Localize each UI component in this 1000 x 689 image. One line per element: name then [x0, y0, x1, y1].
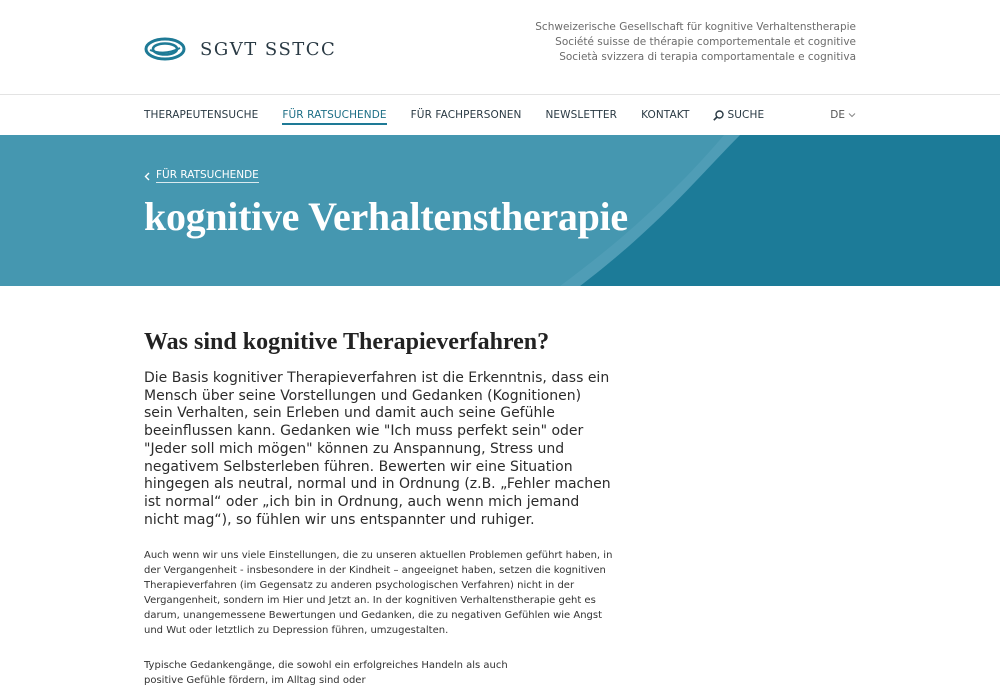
logo-text: SGVT SSTCC	[200, 38, 337, 60]
society-taglines	[535, 20, 856, 65]
nav-item-fuer-ratsuchende[interactable]: FÜR RATSUCHENDE	[282, 95, 386, 135]
tagline-fr: Société suisse de thérapie comportementale et cognitive	[555, 36, 856, 48]
site-logo[interactable]	[144, 36, 336, 62]
nav-item-fuer-fachpersonen[interactable]: FÜR FACHPERSONEN	[410, 109, 522, 121]
nav-item-newsletter[interactable]: NEWSLETTER	[545, 109, 618, 121]
chevron-down-icon	[848, 112, 856, 118]
search-label: SUCHE	[727, 109, 765, 121]
back-link-label: FÜR RATSUCHENDE	[156, 169, 259, 181]
chevron-left-icon	[144, 172, 150, 181]
article-content	[144, 286, 614, 689]
page-title: kognitive Verhaltenstherapie	[144, 194, 628, 239]
logo-rings-icon	[144, 36, 186, 62]
article-paragraph-1: Auch wenn wir uns viele Einstellungen, die zu unseren aktuellen Problemen geführt haben, in der Vergangenheit - insbesondere in der Kindheit – angeeignet haben, setzen die kognitiven Therapieverfahren (im Gegensatz zu anderen psychologischen Verfahren) nicht in der Vergangenheit, sondern im Hier und Jetzt an. In der kognitiven Verhaltenstherapie geht es darum, unangemessene Bewertungen und Gedanken, die zu negativen Gefühlen wie Angst und Wut oder letztlich zu Depression führen, umzugestalten.	[144, 550, 613, 636]
tagline-de: Schweizerische Gesellschaft für kognitive Verhaltenstherapie	[535, 21, 856, 33]
back-link-fuer-ratsuchende[interactable]	[144, 169, 259, 183]
nav-item-therapeutensuche[interactable]: THERAPEUTENSUCHE	[144, 109, 259, 121]
hero-banner	[0, 135, 1000, 286]
main-navigation	[0, 94, 1000, 135]
nav-items	[144, 95, 788, 135]
language-selector[interactable]	[830, 95, 856, 135]
site-header	[0, 0, 1000, 94]
tagline-it: Società svizzera di terapia comportamentale e cognitiva	[559, 51, 856, 63]
article-heading: Was sind kognitive Therapieverfahren?	[144, 329, 550, 355]
search-icon	[713, 110, 724, 121]
article-paragraph-2: Typische Gedankengänge, die sowohl ein erfolgreiches Handeln als auch positive Gefühle fördern, im Alltag sind oder	[144, 659, 508, 686]
language-label: DE	[830, 109, 845, 121]
nav-search-button[interactable]	[713, 95, 764, 135]
article-lead: Die Basis kognitiver Therapieverfahren ist die Erkenntnis, dass ein Mensch über seine Vorstellungen und Gedanken (Kognitionen) sein Verhalten, sein Erleben und damit auch seine Gefühle beeinflussen kann. Gedanken wie "Ich muss perfekt sein" oder "Jeder soll mich mögen" können zu Anspannung, Stress und negativem Selbsterleben führen. Bewerten wir eine Situation hingegen als neutral, normal und in Ordnung (z.B. „Fehler machen ist normal“ oder „ich bin in Ordnung, auch wenn mich jemand nicht mag“), so fühlen wir uns entspannter und ruhiger.	[144, 370, 611, 528]
nav-item-kontakt[interactable]: KONTAKT	[641, 109, 690, 121]
